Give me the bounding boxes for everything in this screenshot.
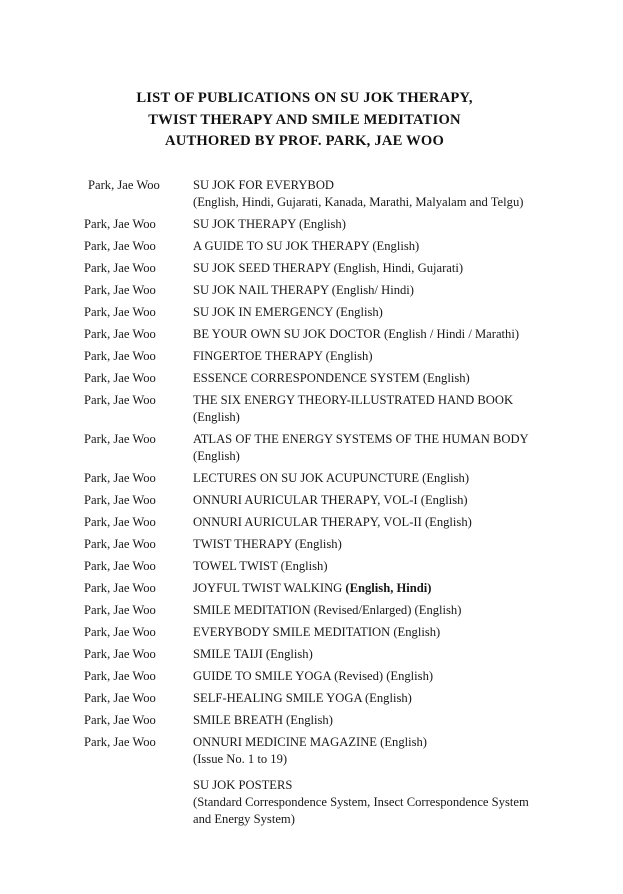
publication-row bbox=[84, 304, 609, 321]
publication-row bbox=[84, 326, 609, 343]
publication-row bbox=[84, 514, 609, 531]
publication-title-line: TWIST THERAPY (English) bbox=[193, 536, 342, 551]
publication-title bbox=[193, 431, 609, 465]
publication-author: Park, Jae Woo bbox=[84, 238, 156, 253]
publication-title-line bbox=[193, 580, 609, 597]
publication-title bbox=[193, 624, 609, 641]
publication-row bbox=[84, 646, 609, 663]
publication-title-line: (English) bbox=[193, 448, 240, 463]
publication-author: Park, Jae Woo bbox=[84, 470, 156, 485]
publication-row bbox=[84, 282, 609, 299]
publication-author: Park, Jae Woo bbox=[84, 624, 156, 639]
publication-author: Park, Jae Woo bbox=[84, 348, 156, 363]
publication-title bbox=[193, 734, 609, 768]
publication-row bbox=[84, 431, 609, 465]
publication-author: Park, Jae Woo bbox=[84, 646, 156, 661]
publication-row bbox=[84, 348, 609, 365]
publication-title-line: SU JOK FOR EVERYBOD bbox=[193, 177, 335, 192]
publication-title bbox=[193, 514, 609, 531]
publication-title-line: and Energy System) bbox=[193, 811, 295, 826]
publication-author: Park, Jae Woo bbox=[84, 492, 156, 507]
publication-title-line: GUIDE TO SMILE YOGA (Revised) (English) bbox=[193, 668, 434, 683]
publication-row bbox=[84, 177, 609, 211]
publication-title-line: SMILE BREATH (English) bbox=[193, 712, 333, 727]
publication-author bbox=[84, 777, 193, 828]
publication-title-line: LECTURES ON SU JOK ACUPUNCTURE (English) bbox=[193, 470, 470, 485]
publication-title bbox=[193, 580, 609, 597]
publication-title bbox=[193, 470, 609, 487]
publication-title-line: EVERYBODY SMILE MEDITATION (English) bbox=[193, 624, 441, 639]
publication-title bbox=[193, 177, 609, 211]
publication-row bbox=[84, 734, 609, 768]
publication-row bbox=[84, 558, 609, 575]
publication-row bbox=[84, 260, 609, 277]
publication-title bbox=[193, 326, 609, 343]
publication-row bbox=[84, 492, 609, 509]
publication-title bbox=[193, 536, 609, 553]
publication-author: Park, Jae Woo bbox=[88, 177, 160, 192]
publication-title-line: SU JOK THERAPY (English) bbox=[193, 216, 346, 231]
publication-row bbox=[84, 602, 609, 619]
publication-title bbox=[193, 668, 609, 685]
publication-title-line: (Issue No. 1 to 19) bbox=[193, 751, 288, 766]
publication-row bbox=[84, 370, 609, 387]
publication-title-line: BE YOUR OWN SU JOK DOCTOR (English / Hindi / Marathi) bbox=[193, 326, 520, 341]
publication-title-line: SU JOK NAIL THERAPY (English/ Hindi) bbox=[193, 282, 414, 297]
publication-title bbox=[193, 690, 609, 707]
publication-author: Park, Jae Woo bbox=[84, 602, 156, 617]
publication-author: Park, Jae Woo bbox=[84, 668, 156, 683]
publication-title-line: THE SIX ENERGY THEORY-ILLUSTRATED HAND BOOK bbox=[193, 392, 514, 407]
publication-title-line: ONNURI MEDICINE MAGAZINE (English) bbox=[193, 734, 428, 749]
publication-list bbox=[0, 177, 623, 828]
publication-title-line: SU JOK SEED THERAPY (English, Hindi, Gujarati) bbox=[193, 260, 464, 275]
publication-title-line: SELF-HEALING SMILE YOGA (English) bbox=[193, 690, 412, 705]
publication-author: Park, Jae Woo bbox=[84, 282, 156, 297]
publication-title bbox=[193, 260, 609, 277]
publication-title bbox=[193, 282, 609, 299]
document-title bbox=[42, 88, 567, 153]
publication-author: Park, Jae Woo bbox=[84, 712, 156, 727]
publication-author: Park, Jae Woo bbox=[84, 558, 156, 573]
publication-title bbox=[193, 712, 609, 729]
publication-author: Park, Jae Woo bbox=[84, 514, 156, 529]
publication-row bbox=[84, 668, 609, 685]
publication-author: Park, Jae Woo bbox=[84, 326, 156, 341]
publication-title bbox=[193, 304, 609, 321]
publication-title-line: SMILE TAIJI (English) bbox=[193, 646, 313, 661]
publication-row bbox=[84, 777, 609, 828]
publication-row bbox=[84, 690, 609, 707]
publication-author: Park, Jae Woo bbox=[84, 304, 156, 319]
document-title-line-2: TWIST THERAPY AND SMILE MEDITATION bbox=[148, 111, 461, 128]
publication-author: Park, Jae Woo bbox=[84, 580, 156, 595]
publication-author: Park, Jae Woo bbox=[84, 734, 156, 749]
publication-title-line: ATLAS OF THE ENERGY SYSTEMS OF THE HUMAN BODY bbox=[193, 431, 529, 446]
publication-title-line: TOWEL TWIST (English) bbox=[193, 558, 328, 573]
publication-title-line: (English, Hindi, Gujarati, Kanada, Marathi, Malyalam and Telgu) bbox=[193, 194, 524, 209]
document-title-line-3: AUTHORED BY PROF. PARK, JAE WOO bbox=[164, 133, 445, 149]
publication-title bbox=[193, 646, 609, 663]
publication-title bbox=[193, 238, 609, 255]
publication-author: Park, Jae Woo bbox=[84, 370, 156, 385]
publication-title-line: FINGERTOE THERAPY (English) bbox=[193, 348, 373, 363]
publication-title-line: ONNURI AURICULAR THERAPY, VOL-I (English) bbox=[193, 492, 468, 507]
publication-title bbox=[193, 392, 609, 426]
publication-row bbox=[84, 470, 609, 487]
publication-author: Park, Jae Woo bbox=[84, 536, 156, 551]
publication-title-line: (Standard Correspondence System, Insect Correspondence System bbox=[193, 794, 529, 809]
publication-title bbox=[193, 777, 609, 828]
publication-title-line: SU JOK POSTERS bbox=[193, 777, 293, 792]
publication-row bbox=[84, 238, 609, 255]
publication-title-segment: JOYFUL TWIST WALKING bbox=[193, 580, 346, 595]
publication-author: Park, Jae Woo bbox=[84, 690, 156, 705]
publication-title bbox=[193, 370, 609, 387]
publication-row bbox=[84, 536, 609, 553]
publication-row bbox=[84, 580, 609, 597]
publication-title-line: (English) bbox=[193, 409, 240, 424]
publication-title-line: ESSENCE CORRESPONDENCE SYSTEM (English) bbox=[193, 370, 470, 385]
publication-title bbox=[193, 602, 609, 619]
publication-author: Park, Jae Woo bbox=[84, 431, 156, 446]
publication-row bbox=[84, 392, 609, 426]
publication-row bbox=[84, 624, 609, 641]
publication-title bbox=[193, 558, 609, 575]
publication-title-line: A GUIDE TO SU JOK THERAPY (English) bbox=[193, 238, 420, 253]
publication-title-line: ONNURI AURICULAR THERAPY, VOL-II (English) bbox=[193, 514, 472, 529]
publication-title bbox=[193, 348, 609, 365]
publication-author: Park, Jae Woo bbox=[84, 216, 156, 231]
publication-row bbox=[84, 216, 609, 233]
document-title-line-1: LIST OF PUBLICATIONS ON SU JOK THERAPY, bbox=[136, 90, 473, 106]
publication-title-line: SU JOK IN EMERGENCY (English) bbox=[193, 304, 383, 319]
publication-author: Park, Jae Woo bbox=[84, 392, 156, 407]
publication-title-line: SMILE MEDITATION (Revised/Enlarged) (English) bbox=[193, 602, 462, 617]
publication-row bbox=[84, 712, 609, 729]
publication-title bbox=[193, 216, 609, 233]
publication-title-bold-segment: (English, Hindi) bbox=[345, 580, 432, 595]
publication-title bbox=[193, 492, 609, 509]
publication-author: Park, Jae Woo bbox=[84, 260, 156, 275]
